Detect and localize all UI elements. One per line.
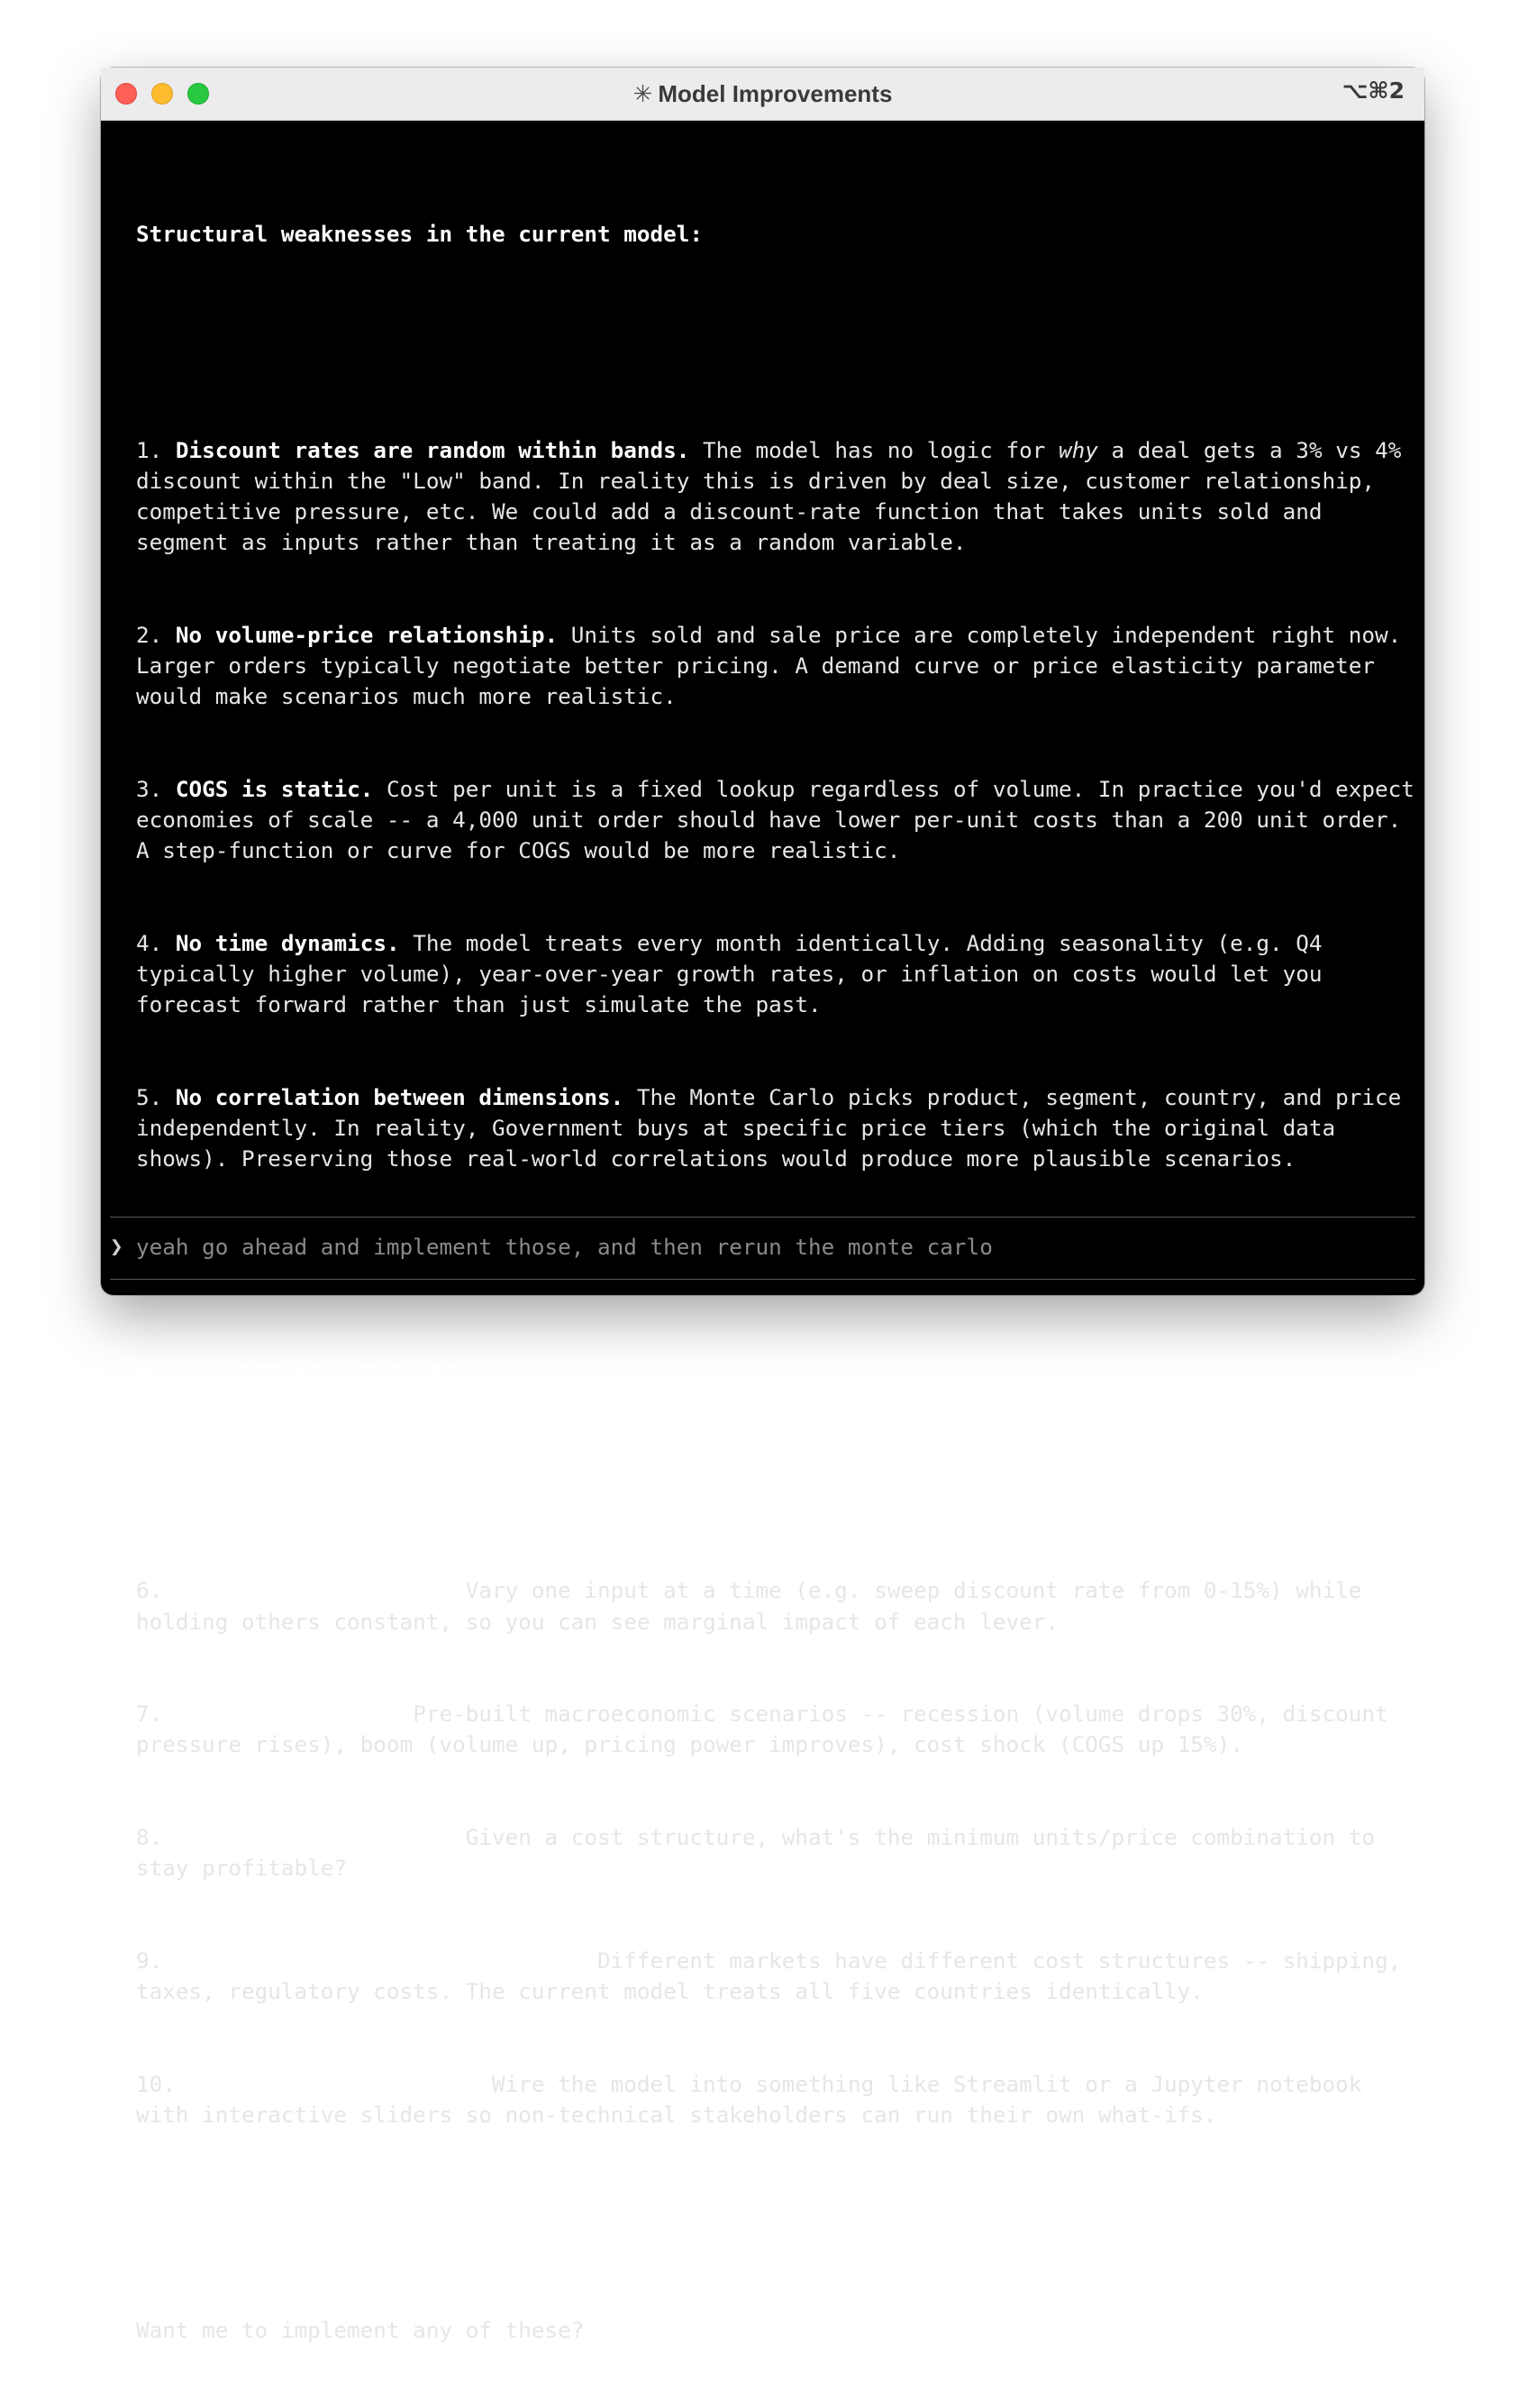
prompt-input[interactable] [136,1228,1415,1264]
list-item: 10. Output to a dashboard. Wire the model into something like Streamlit or a Jupyter notebook with interactive sliders so non-technical stakeholders can run their own what-ifs. [136,2070,1376,2128]
blank-line [136,1453,1419,1483]
list-item: 1. Discount rates are random within bands. The model has no logic for why a deal gets a 3% vs 4% discount within the "Low" band. In reality this is driven by deal size, customer relationship, competitive pressure, etc. We could add a discount-rate function that takes units sold and segment as inputs rather than treating it as a random variable. [136,436,1414,556]
list-item: 4. No time dynamics. The model treats every month identically. Adding seasonality (e.g. Q4 typically higher volume), year-over-year growth rates, or inflation on costs would let you forecast forward rather than just simulate the past. [136,930,1336,1018]
title-bar[interactable] [101,68,1424,121]
list-item: 6. Sensitivity analysis. Vary one input at a time (e.g. sweep discount rate from 0-15%) while holding others constant, so you can see marginal impact of each lever. [136,1577,1376,1635]
window-shortcut: ⌥⌘2 [1342,78,1405,104]
sparkle-icon: ✳ [632,80,653,107]
prompt-row[interactable] [110,1228,1415,1264]
blank-line [136,312,1419,342]
section-heading: New capabilities I'd add: [136,1361,466,1388]
blank-line [136,2192,1419,2222]
window-title [101,68,1424,120]
list-item: 3. COGS is static. Cost per unit is a fixed lookup regardless of volume. In practice you'd expect economies of scale -- a 4,000 unit order should have lower per-unit costs than a 200 unit order. A step-function or curve for COGS would be more realistic. [136,776,1428,864]
prompt-divider-bottom [110,1279,1415,1280]
prompt-caret-icon: ❯ [110,1233,123,1259]
prompt-divider-top [110,1217,1415,1218]
list-item: 5. No correlation between dimensions. The Monte Carlo picks product, segment, country, and price independently. In reality, Government buys at specific price tiers (which the original data shows). Preserving those real-world correlations would produce more plausible scenarios. [136,1084,1414,1172]
list-item: 7. Scenario bundles. Pre-built macroeconomic scenarios -- recession (volume drops 30%, discount pressure rises), boom (volume up, pricing power improves), cost shock (COGS up 15%). [136,1701,1402,1758]
terminal-output [136,158,1428,2408]
list-item: 9. Country-level cost adjustments. Different markets have different cost structures -- shipping, taxes, regulatory costs. The current model treats all five countries identically. [136,1947,1414,2004]
section-heading: Structural weaknesses in the current model: [136,221,704,248]
window-title-text: Model Improvements [658,80,893,107]
list-item: 8. Breakeven calculator. Given a cost structure, what's the minimum units/price combination to stay profitable? [136,1823,1388,1882]
terminal-window [101,68,1428,2344]
list-item: 2. No volume-price relationship. Units sold and sale price are completely independent right now. Larger orders typically negotiate better pricing. A demand curve or price elasticity parameter would make scenarios much more realistic. [136,622,1414,710]
closing-question: Want me to implement any of these? [136,2317,585,2344]
